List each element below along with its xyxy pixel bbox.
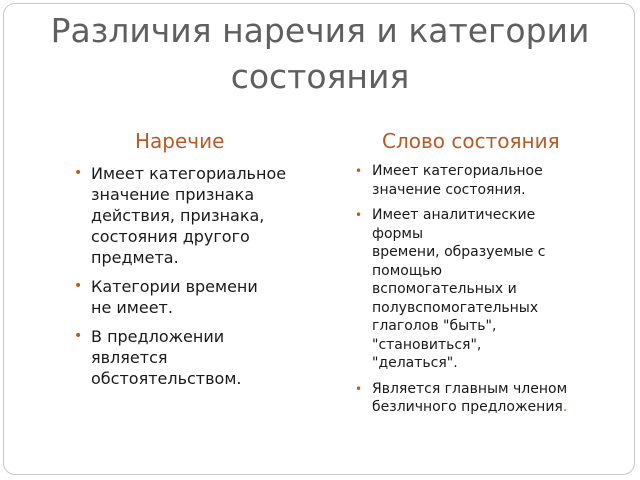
item-line: Категории времени bbox=[91, 277, 258, 296]
item-line: времени, образуемые с bbox=[372, 244, 546, 260]
bullet-icon: • bbox=[355, 208, 363, 222]
bullet-icon: • bbox=[74, 165, 83, 181]
item-line: Является главным членом bbox=[372, 380, 568, 397]
list-item bbox=[355, 206, 602, 373]
item-line: состояния другого bbox=[91, 227, 250, 246]
item-line: вспомогательных и bbox=[372, 281, 517, 297]
list-item bbox=[74, 163, 323, 268]
item-line: В предложении bbox=[91, 327, 225, 346]
trailing-period: . bbox=[562, 399, 568, 415]
item-line: "делаться". bbox=[372, 355, 458, 371]
item-line: не имеет. bbox=[91, 298, 173, 317]
item-line: действия, признака, bbox=[91, 206, 265, 225]
item-line: обстоятельством. bbox=[91, 369, 242, 388]
list-item bbox=[74, 276, 323, 318]
bullet-icon: • bbox=[74, 278, 83, 294]
bullet-icon: • bbox=[355, 381, 363, 396]
item-line: Имеет категориальное bbox=[91, 164, 287, 183]
item-line-text: безличного предложения bbox=[372, 399, 563, 415]
item-line: значение признака bbox=[91, 185, 255, 204]
title-line-2: состояния bbox=[230, 57, 410, 96]
heading-adverb: Наречие bbox=[135, 129, 225, 153]
title-line-1: Различия наречия и категории bbox=[50, 11, 590, 50]
item-line: предмета. bbox=[91, 248, 179, 267]
state-word-list bbox=[355, 162, 602, 424]
item-line: помощью bbox=[372, 262, 443, 279]
item-line: полувспомогательных bbox=[372, 299, 539, 316]
list-item bbox=[355, 380, 602, 417]
item-line: формы bbox=[372, 225, 424, 242]
item-line: является bbox=[91, 348, 168, 367]
bullet-icon: • bbox=[74, 328, 83, 344]
item-line: Имеет аналитические bbox=[372, 207, 536, 223]
slide-title bbox=[30, 8, 610, 100]
adverb-list bbox=[74, 163, 323, 397]
item-line: Имеет категориальное bbox=[372, 163, 543, 179]
item-line: глаголов "быть", bbox=[372, 318, 497, 334]
heading-state-word: Слово состояния bbox=[382, 129, 560, 153]
bullet-icon: • bbox=[355, 164, 363, 178]
item-line: "становиться", bbox=[372, 336, 482, 353]
item-line-last bbox=[372, 398, 602, 417]
list-item bbox=[74, 326, 323, 389]
item-line: значение состояния. bbox=[372, 181, 526, 198]
list-item bbox=[355, 162, 602, 199]
